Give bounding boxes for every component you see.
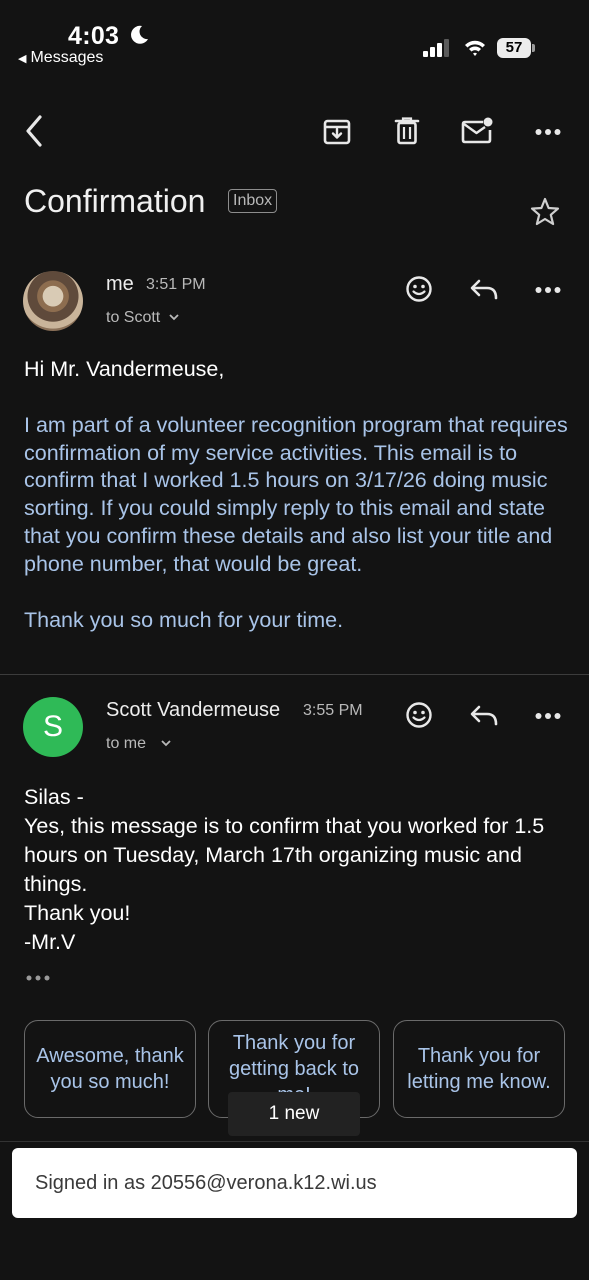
back-app-label: Messages — [30, 49, 104, 66]
emoji-icon — [405, 275, 433, 303]
message2-line: Yes, this message is to confirm that you worked for 1.5 hours on Tuesday, March 17th organizing music and things. — [24, 814, 545, 896]
archive-icon — [322, 117, 352, 147]
battery-level: 57 — [497, 38, 531, 58]
message1-greeting: Hi Mr. Vandermeuse, — [24, 357, 225, 381]
signed-in-snackbar: Signed in as 20556@verona.k12.wi.us — [12, 1148, 577, 1218]
message-divider — [0, 674, 589, 675]
more-options-icon — [535, 126, 561, 138]
back-arrow-icon — [22, 114, 46, 148]
message1-closing: Thank you so much for your time. — [24, 607, 344, 632]
wifi-icon — [463, 38, 487, 58]
reply-icon — [469, 278, 499, 302]
star-button[interactable] — [529, 196, 561, 228]
reply-icon — [469, 704, 499, 728]
smart-reply-button[interactable]: Thank you for getting back to — [208, 1020, 380, 1118]
message1-time: 3:51 PM — [146, 276, 206, 293]
back-to-app-link[interactable] — [18, 49, 103, 67]
message2-react-button[interactable] — [405, 701, 433, 729]
email-subject: Confirmation — [24, 183, 206, 219]
sender-avatar-photo[interactable] — [23, 271, 83, 331]
emoji-icon — [405, 701, 433, 729]
chevron-down-icon — [168, 312, 180, 322]
message1-sender: me — [106, 273, 134, 295]
message2-recipients[interactable] — [106, 735, 172, 753]
cellular-signal-icon — [422, 38, 452, 58]
more-options-icon — [535, 284, 561, 296]
moon-icon — [128, 24, 150, 46]
status-time: 4:03 — [68, 22, 120, 50]
message2-to-label: to me — [106, 735, 147, 752]
show-trimmed-content-button[interactable] — [26, 971, 50, 981]
message2-line: Thank you! — [24, 901, 131, 925]
message1-react-button[interactable] — [405, 275, 433, 303]
smart-reply-button[interactable]: Thank you for letting me know. — [393, 1020, 565, 1118]
battery-nub — [532, 44, 535, 52]
message1-recipients[interactable] — [106, 309, 180, 327]
inbox-label[interactable]: Inbox — [228, 189, 277, 213]
mark-unread-button[interactable] — [461, 116, 495, 146]
more-options-button[interactable] — [535, 126, 561, 138]
mark-unread-icon — [461, 116, 495, 146]
message1-more-button[interactable] — [535, 284, 561, 296]
bottom-divider — [0, 1141, 589, 1142]
ellipsis-icon — [26, 973, 50, 983]
delete-icon — [394, 116, 420, 146]
back-button[interactable] — [20, 114, 48, 150]
sender-avatar[interactable]: S — [23, 697, 83, 757]
archive-button[interactable] — [322, 117, 352, 147]
chevron-down-icon — [160, 738, 172, 748]
message2-line: -Mr.V — [24, 930, 76, 954]
message2-reply-button[interactable] — [469, 704, 499, 728]
message1-to-label: to Scott — [106, 309, 161, 326]
new-message-toast[interactable]: 1 new — [228, 1092, 360, 1136]
message2-body — [24, 783, 569, 957]
message2-time: 3:55 PM — [303, 702, 363, 719]
more-options-icon — [535, 710, 561, 722]
battery-indicator — [497, 38, 534, 58]
message2-more-button[interactable] — [535, 710, 561, 722]
message2-line: Silas - — [24, 785, 84, 809]
message1-paragraph: I am part of a volunteer recognition program that requires confirmation of my service activities. This email is to confirm that I worked 1.5 hours on 3/17/26 doing music sorting. If you could simply reply to this email and state that you confirm these details and also list your title and phone number, that would be great. — [24, 412, 568, 576]
message2-sender: Scott Vandermeuse — [106, 699, 281, 721]
star-icon — [529, 196, 561, 228]
delete-button[interactable] — [394, 116, 420, 146]
back-triangle-icon: ◀ — [18, 53, 27, 65]
message1-body — [24, 356, 569, 634]
smart-reply-button[interactable]: Awesome, thank you so much! — [24, 1020, 196, 1118]
message1-reply-button[interactable] — [469, 278, 499, 302]
